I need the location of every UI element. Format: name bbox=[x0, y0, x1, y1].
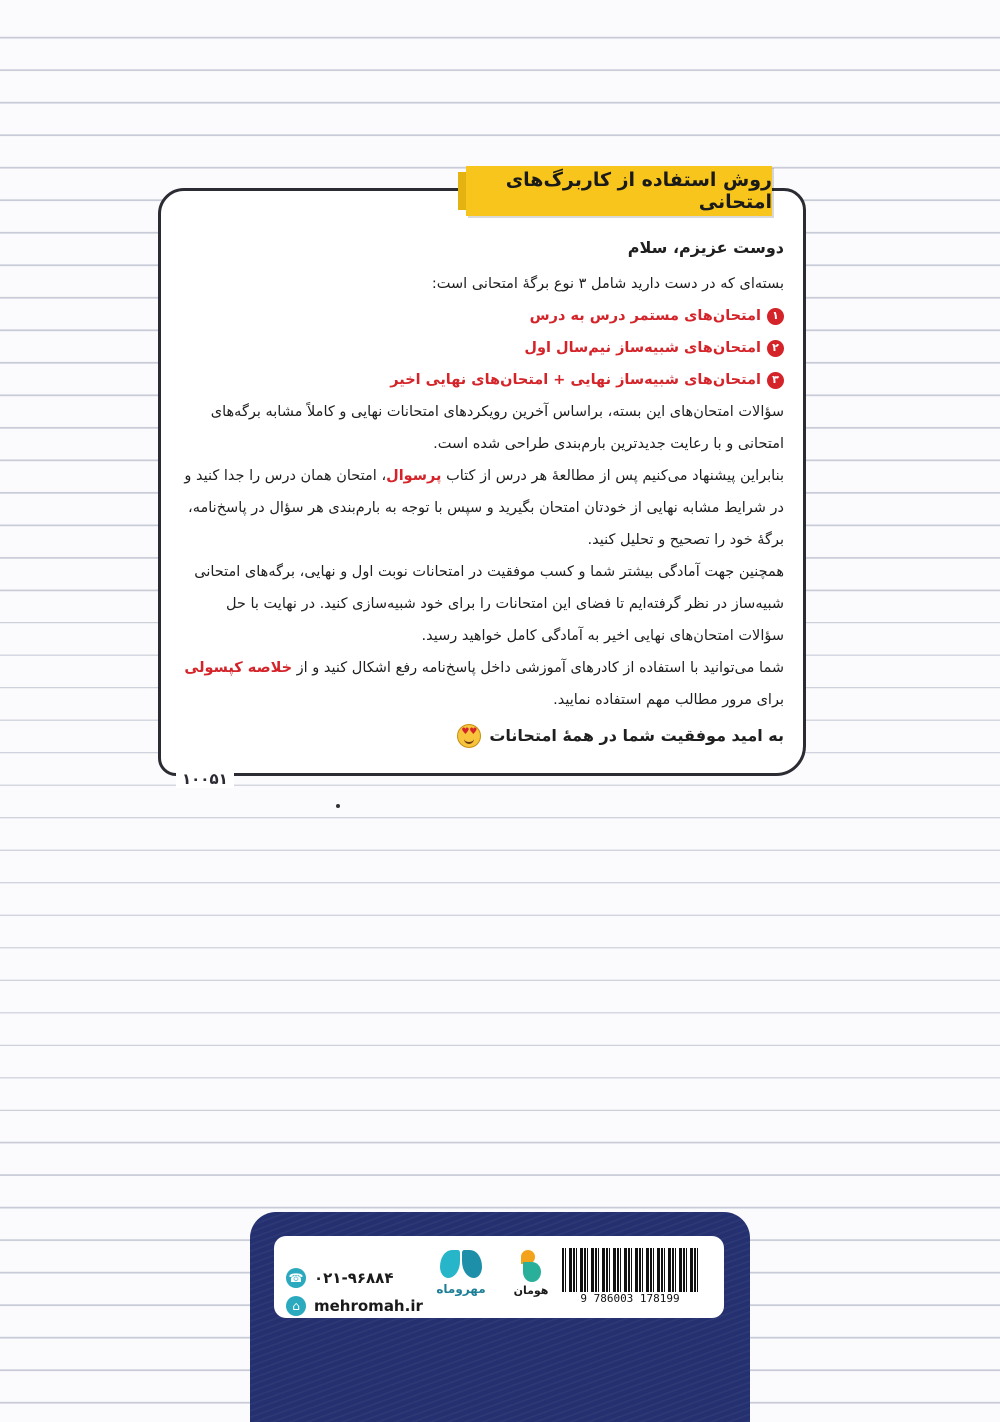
decorative-dot bbox=[336, 804, 340, 808]
card-body bbox=[178, 228, 784, 752]
butterfly-logo-icon bbox=[440, 1248, 482, 1282]
paragraph-2 bbox=[178, 460, 784, 556]
list-item-text: امتحان‌های مستمر درس به درس bbox=[529, 308, 761, 324]
mehromah-logo bbox=[428, 1248, 494, 1306]
list-item-text: امتحان‌های شبیه‌ساز نهایی + امتحان‌های نهایی اخیر bbox=[390, 372, 761, 388]
number-badge: ۱ bbox=[767, 308, 784, 325]
list-item bbox=[178, 300, 784, 332]
number-badge: ۳ bbox=[767, 372, 784, 389]
closing-line bbox=[178, 720, 784, 752]
greeting: دوست عزیزم، سلام bbox=[627, 238, 784, 257]
houman-logo bbox=[508, 1250, 554, 1306]
website-link[interactable]: mehromah.ir bbox=[314, 1297, 423, 1315]
paragraph-3: همچنین جهت آمادگی بیشتر شما و کسب موفقیت در امتحانات نوبت اول و نهایی، برگه‌های امتحانی شبیه‌ساز در نظر گرفته‌ایم تا فضای این امتحانات را برای خود شبیه‌سازی کنید. در نهایت با حل سؤالات امتحان‌های نهایی اخیر به آمادگی کامل خواهید رسید. bbox=[194, 564, 784, 644]
list-item bbox=[178, 332, 784, 364]
paragraph-2-start: بنابراین پیشنهاد می‌کنیم پس از مطالعهٔ هر درس از کتاب bbox=[441, 468, 784, 484]
phone-row bbox=[286, 1264, 426, 1292]
houman-logo-icon bbox=[517, 1250, 545, 1284]
list-item bbox=[178, 364, 784, 396]
phone-icon: ☎ bbox=[286, 1268, 306, 1288]
paragraph-4 bbox=[178, 652, 784, 716]
barcode bbox=[562, 1248, 698, 1292]
website-row[interactable] bbox=[286, 1292, 426, 1320]
closing-text: به امید موفقیت شما در همهٔ امتحانات bbox=[489, 726, 784, 745]
heart-eyes-emoji-icon bbox=[457, 724, 481, 748]
houman-label: هومان bbox=[513, 1284, 549, 1297]
page-number: ۱۰۰۵۱ bbox=[176, 770, 234, 788]
paragraph-4-start: شما می‌توانید با استفاده از کادرهای آموزشی داخل پاسخ‌نامه رفع اشکال کنید و از bbox=[292, 660, 784, 676]
intro-text: بسته‌ای که در دست دارید شامل ۳ نوع برگهٔ امتحانی است: bbox=[431, 276, 784, 292]
list-item-text: امتحان‌های شبیه‌ساز نیم‌سال اول bbox=[524, 340, 761, 356]
book-brand: پرسوال bbox=[386, 468, 442, 484]
paragraph-4-end: برای مرور مطالب مهم استفاده نمایید. bbox=[553, 692, 784, 708]
contact-info bbox=[286, 1264, 426, 1320]
paragraph-2-end: ، امتحان همان درس را جدا کنید و در شرایط مشابه نهایی از خودتان امتحان بگیرید و سپس با توجه به بارم‌بندی هر سؤال در پاسخ‌نامه، برگهٔ خود را تصحیح و تحلیل کنید. bbox=[184, 468, 784, 548]
isbn-number: 9 786003 178199 bbox=[580, 1292, 680, 1305]
mehromah-label: مهروماه bbox=[436, 1282, 486, 1296]
capsule-summary-highlight: خلاصه کپسولی bbox=[184, 660, 293, 676]
card-title: روش استفاده از کاربرگ‌های امتحانی bbox=[466, 166, 772, 216]
phone-number: ۰۲۱-۹۶۸۸۴ bbox=[314, 1269, 394, 1287]
paragraph-1: سؤالات امتحان‌های این بسته، براساس آخرین رویکردهای امتحانات نهایی و کاملاً مشابه برگه‌های امتحانی و با رعایت جدیدترین بارم‌بندی طراحی شده است. bbox=[210, 404, 784, 452]
home-icon: ⌂ bbox=[286, 1296, 306, 1316]
number-badge: ۲ bbox=[767, 340, 784, 357]
